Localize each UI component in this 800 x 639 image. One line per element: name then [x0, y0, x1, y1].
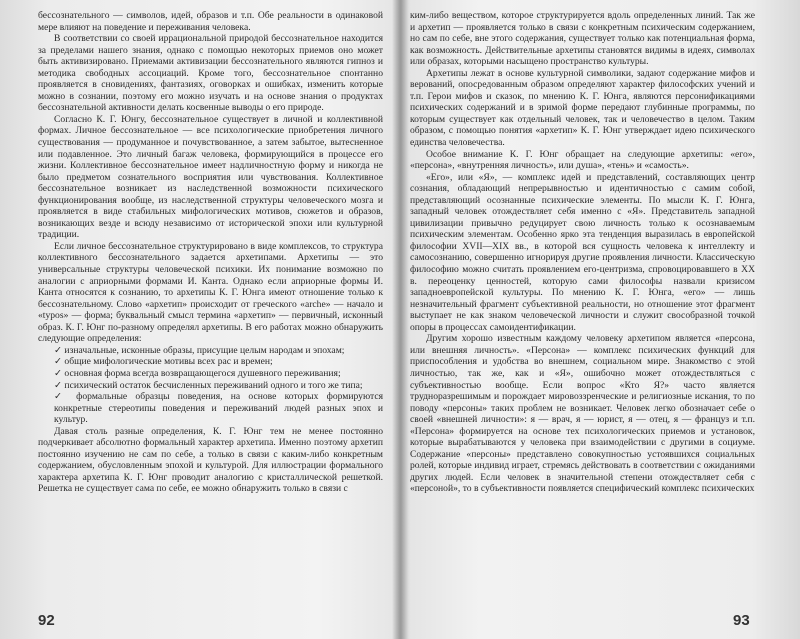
list-item: ✓ формальные образцы поведения, на основе которых формируются конкретные стереотипы поведения и переживаний людей разных эпох и культур. — [54, 391, 383, 426]
list-item: ✓ психический остаток бесчисленных переживаний одного и того же типа; — [54, 379, 363, 391]
left-page — [38, 10, 383, 495]
paragraph: Давая столь разные определения, К. Г. Юнг тем не менее постоянно подчеркивает абсолютно формальный характер архетипа. Именно поэтому архетип постоянно изучению не сам по себе, а только в связи с каким-либо конкретным содержанием, обусловленным эпохой и культурой. Для иллюстрации формального характера архетипа К. Г. Юнг проводит аналогию с кристаллической решеткой. Решетка не существует сама по себе, ее можно обнаружить только в связи с — [38, 425, 383, 495]
paragraph: «Его», или «Я», — комплекс идей и представлений, составляющих центр сознания, обладающий непрерывностью и идентичностью с самим собой, представляющий осознанные психические элементы. По мысли К. Г. Юнга, западный человек отождествляет себя именно с «Я». Представитель западной цивилизации привычно редуцирует свою личность только к осознаваемым психическим элементам. Особенно ярко эта тенденция выразилась в европейской философии XVII—XIX вв., в которой вся сущность человека к интеллекту и самосознанию, совершенно игнорируя другие проявления личности. Классическую философию можно считать проявлением его-центризма, спровоцировавшего в XX в. переоценку ценностей, которую сами философы назвали кризисом западноевропейской культуры. По мнению К. Г. Юнга, «его» — лишь незначительный фрагмент субъективной реальности, но отношение этот фрагмент выступает не как знаком человеческой личности и служит свособразной точкой опоры в процессах самоидентификации. — [410, 171, 755, 333]
paragraph: В соответствии со своей иррациональной природой бессознательное находится за пределами нашего знания, однако с помощью некоторых приемов оно может быть активизировано. Приемами активизации бессознательного являются гипноз и методика свободных ассоциаций. Кроме того, бессознательное спонтанно проявляется в сновидениях, фантазиях, оговорках и ошибках, изменить которые можно в сознании, поэтому его можно изучать и на основе знания о продуктах бессознательной активности делать косвенные выводы о его природе. — [38, 33, 383, 114]
paragraph: Архетипы лежат в основе культурной символики, задают содержание мифов и верований, опосредованным образом определяют характер философских учений и т.п. Герои мифов и сказок, по мнению К. Г. Юнга, являются персонификациями психических содержаний и в зримой форме передают глубинные программы, по которым существует как отдельный человек, так и человечество в целом. Таким образом, с помощью понятия «архетип» К. Г. Юнг утверждает идею психического единства человечества. — [410, 67, 755, 149]
book-gutter — [392, 0, 410, 639]
list-item: ✓ изначальные, исконные образы, присущие целым народам и эпохам; — [54, 344, 345, 356]
list-item: ✓ основная форма всегда возвращающегося душевного переживания; — [54, 367, 341, 379]
right-page — [410, 10, 755, 495]
paragraph: Другим хорошо известным каждому человеку архетипом является «персона, или внешняя личность». «Персона» — комплекс психических функций для приспособления и удобства во внешнем, социальном мире. Знакомство с этой личностью, так же, как и «Я», ошибочно может отождествляться с субъективностью вообще. Если вопрос «Кто Я?» часто является трудноразрешимым и порождает мировоззренческие и религиозные искания, то по поводу «персоны» таких проблем не возникает. Человек легко обозначает себе о своей «внешней личности»: я — врач, я — юрист, я — отец, я — француз и т.п. «Персона» формируется на основе тех психологических приемов и установок, которые вырабатываются у человека при взаимодействии с другими в социуме. Содержание «персоны» представлено совокупностью устоявшихся социальных ролей, которые индивид играет, стремясь действовать в соответствии с ожиданиями других людей. Если человек в значительной степени отождествляет себя с «персоной», то в субъективности появляется специфический комплекс психических — [410, 333, 755, 495]
paragraph: Особое внимание К. Г. Юнг обращает на следующие архетипы: «его», «персона», «внутренняя личность», или душа», «тень» и «самость». — [410, 148, 755, 172]
paragraph: ким-либо веществом, которое структурируется вдоль определенных линий. Так же и архетип — проявляется только в связи с конкретным психическим содержанием, но сам по себе, вне этого содержания, существует только как потенциальная форма, как возможность. Действительные архетипы становятся видимы в идеях, символах или образах, которыми насыщено пространство культуры. — [410, 10, 755, 68]
paragraph: бессознательного — символов, идей, образов и т.п. Обе реальности в одинаковой мере влияют на поведение и переживания человека. — [38, 10, 383, 33]
paragraph: Согласно К. Г. Юнгу, бессознательное существует в личной и коллективной формах. Личное бессознательное — все психологические приобретения личного существования — продуманное и почувствованное, а затем забытое, вытесненное или подавленное. Это личный багаж человека, формирующийся в процессе его жизни. Коллективное бессознательное имеет надличностную форму и никогда не было предметом сознательного восприятия или чувствования. Коллективное бессознательное возникает из наследственной возможности психического функционирования вообще, из наследственной структуры человеческого мозга и проявляется в виде стабильных мифологических мотивов, сюжетов и образов, возникающих везде и всюду независимо от исторической эпохи или культурной традиции. — [38, 113, 383, 241]
page-number-left: 92 — [38, 612, 55, 629]
paragraph: Если личное бессознательное структурировано в виде комплексов, то структура коллективного бессознательного задается архетипами. Архетипы — это универсальные структуры человеческой психики. Их понимание возможно по аналогии с априорными формами И. Канта. Однако если априорные формы И. Канта относятся к сознанию, то архетипы К. Г. Юнга имеют отношение только к бессознательному. Слово «архетип» происходит от греческого «arche» — начало и «typos» — форма; буквальный смысл термина «архетип» — первичный, исконный образ. К. Г. Юнг по-разному определял архетипы. В его работах можно обнаружить следующие определения: — [38, 240, 383, 345]
page-number-right: 93 — [733, 612, 750, 629]
list-item: ✓ общие мифологические мотивы всех рас и времен; — [54, 356, 273, 368]
